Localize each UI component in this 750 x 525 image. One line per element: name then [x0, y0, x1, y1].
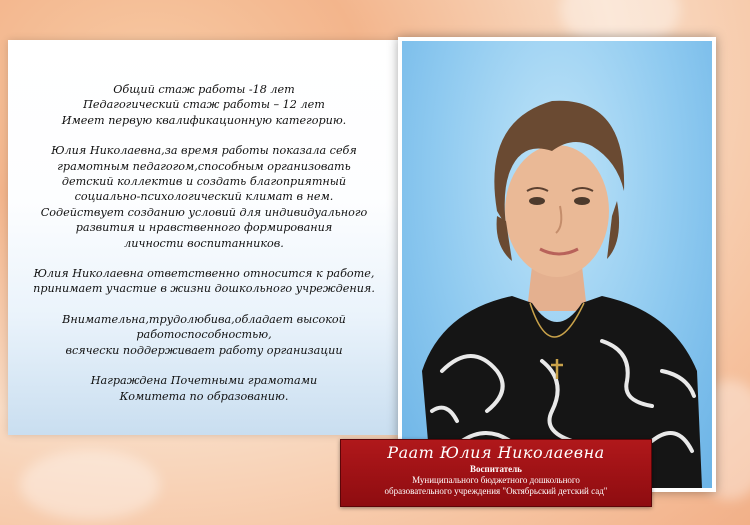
bio-text — [8, 82, 400, 419]
teacher-role: Воспитатель — [470, 464, 522, 474]
organization-name — [341, 475, 651, 497]
portrait-frame — [398, 37, 716, 492]
portrait-photo — [402, 41, 712, 488]
teacher-name: Раат Юлия Николаевна — [387, 443, 605, 462]
bio-paragraph-responsibility: Юлия Николаевна ответственно относится к работе, принимает участие в жизни дошкольного учреждения. — [33, 267, 375, 296]
bio-panel — [8, 40, 400, 435]
name-caption — [340, 439, 652, 507]
bio-paragraph-awards: Награждена Почетными грамотами Комитета по образованию. — [90, 374, 318, 403]
organization-line: Муниципального бюджетного дошкольного — [412, 475, 580, 485]
organization-line: образовательного учреждения "Октябрьский детский сад" — [384, 486, 608, 496]
portrait-illustration — [402, 41, 712, 488]
bio-paragraph-diligence: Внимательна,трудолюбива,обладает высокой работоспособностью, всячески поддерживает работу организации — [62, 312, 346, 357]
bio-paragraph-experience: Общий стаж работы -18 лет Педагогический стаж работы – 12 лет Имеет первую квалификационную категорию. — [61, 83, 347, 127]
bio-paragraph-qualities: Юлия Николаевна,за время работы показала себя грамотным педагогом,способным организовать детский коллектив и создать благоприятный социально-психологический климат в нем. Содействует созданию условий для индивидуального развития и нравственного формирования личности воспитанников. — [40, 144, 368, 250]
background-bokeh — [20, 450, 160, 520]
